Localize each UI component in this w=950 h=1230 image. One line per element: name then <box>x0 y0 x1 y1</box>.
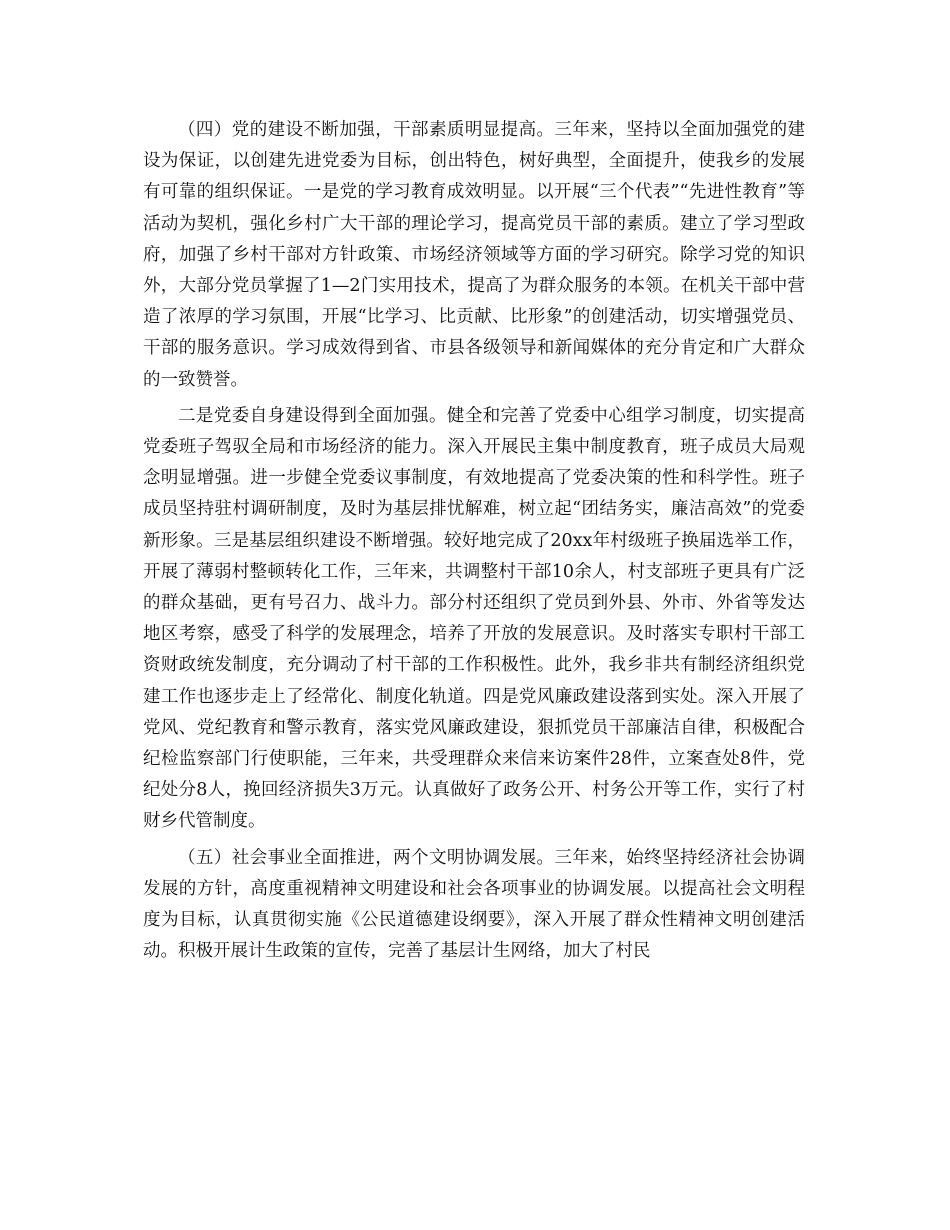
paragraph-party-committee: 二是党委自身建设得到全面加强。健全和完善了党委中心组学习制度，切实提高党委班子驾驭全局和市场经济的能力。深入开展民主集中制度教育，班子成员大局观念明显增强。进一步健全党委议事制度，有效地提高了党委决策的性和科学性。班子成员坚持驻村调研制度，及时为基层排忧解难，树立起“团结务实，廉洁高效”的党委新形象。三是基层组织建设不断增强。较好地完成了20xx年村级班子换届选举工作，开展了薄弱村整顿转化工作，三年来，共调整村干部10余人，村支部班子更具有广泛的群众基础，更有号召力、战斗力。部分村还组织了党员到外县、外市、外省等发达地区考察，感受了科学的发展理念，培养了开放的发展意识。及时落实专职村干部工资财政统发制度，充分调动了村干部的工作积极性。此外，我乡非共有制经济组织党建工作也逐步走上了经常化、制度化轨道。四是党风廉政建设落到实处。深入开展了党风、党纪教育和警示教育，落实党风廉政建设，狠抓党员干部廉洁自律，积极配合纪检监察部门行使职能，三年来，共受理群众来信来访案件28件，立案查处8件，党纪处分8人，挽回经济损失3万元。认真做好了政务公开、村务公开等工作，实行了村财乡代管制度。 <box>143 405 805 832</box>
paragraph-party-building: （四）党的建设不断加强，干部素质明显提高。三年来，坚持以全面加强党的建设为保证，以创建先进党委为目标，创出特色，树好典型，全面提升，使我乡的发展有可靠的组织保证。一是党的学习教育成效明显。以开展“三个代表”“先进性教育”等活动为契机，强化乡村广大干部的理论学习，提高党员干部的素质。建立了学习型政府，加强了乡村干部对方针政策、市场经济领域等方面的学习研究。除学习党的知识外，大部分党员掌握了1—2门实用技术，提高了为群众服务的本领。在机关干部中营造了浓厚的学习氛围，开展“比学习、比贡献、比形象”的创建活动，切实增强党员、干部的服务意识。学习成效得到省、市县各级领导和新闻媒体的充分肯定和广大群众的一致赞誉。 <box>143 120 805 390</box>
document-page <box>143 115 805 972</box>
paragraph-social-affairs: （五）社会事业全面推进，两个文明协调发展。三年来，始终坚持经济社会协调发展的方针，高度重视精神文明建设和社会各项事业的协调发展。以提高社会文明程度为目标，认真贯彻实施《公民道德建设纲要》，深入开展了群众性精神文明创建活动。积极开展计生政策的宣传，完善了基层计生网络，加大了村民 <box>143 847 805 962</box>
